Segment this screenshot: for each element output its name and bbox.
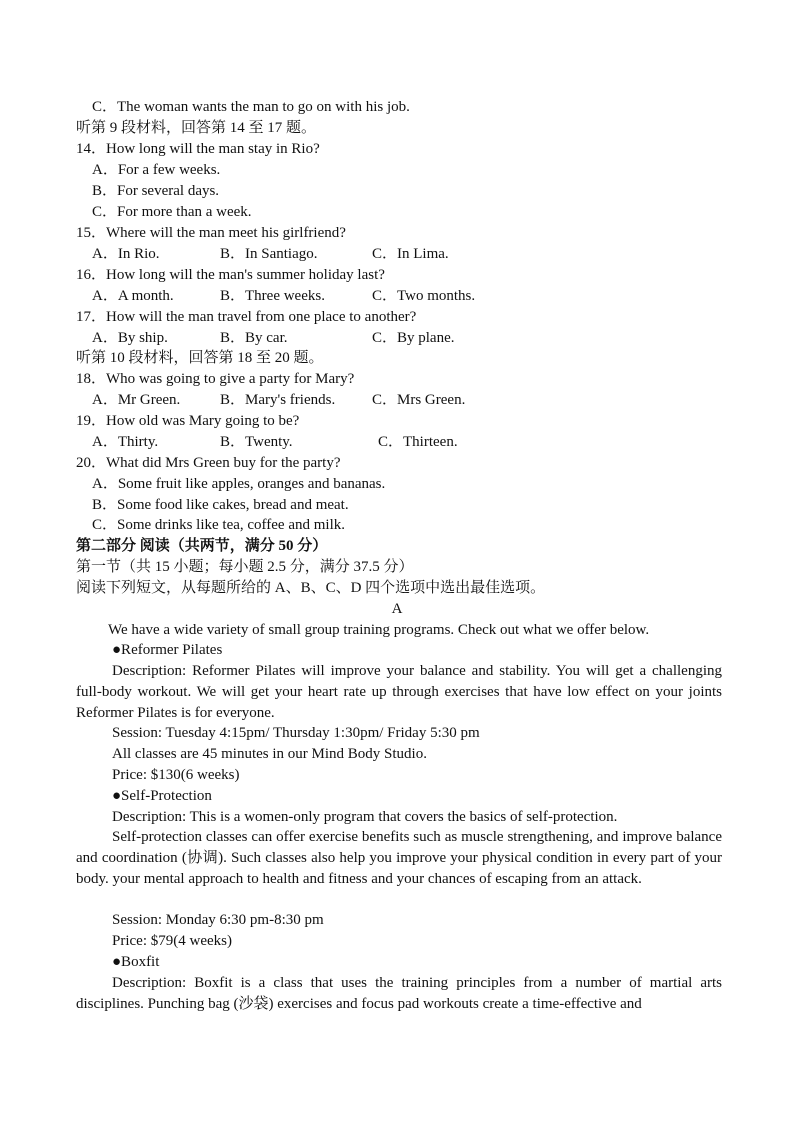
q17-option-b: B．By car. bbox=[220, 330, 288, 346]
q19-stem: 19．How old was Mary going to be? bbox=[76, 413, 300, 429]
q19-option-b: B．Twenty. bbox=[220, 434, 293, 450]
q14-option-a: A．For a few weeks. bbox=[92, 162, 221, 178]
q13-option-c: C．The woman wants the man to go on with his job. bbox=[92, 99, 410, 115]
program2-title: ●Self-Protection bbox=[112, 788, 212, 804]
program1-note: All classes are 45 minutes in our Mind Body Studio. bbox=[112, 746, 427, 762]
q15-options bbox=[92, 244, 449, 264]
passage-intro: We have a wide variety of small group training programs. Check out what we offer below. bbox=[108, 622, 650, 638]
q19-option-c: C．Thirteen. bbox=[378, 434, 458, 450]
q18-option-a: A．Mr Green. bbox=[92, 392, 181, 408]
q18-stem: 18．Who was going to give a party for Mary? bbox=[76, 371, 355, 387]
q17-option-c: C．By plane. bbox=[372, 330, 455, 346]
q16-options bbox=[92, 286, 475, 306]
program2-session: Session: Monday 6:30 pm-8:30 pm bbox=[112, 912, 324, 928]
passage-label: A bbox=[391, 601, 403, 617]
q16-option-a: A．A month. bbox=[92, 288, 174, 304]
reading-part-title: 第二部分 阅读（共两节，满分 50 分） bbox=[76, 538, 328, 554]
q17-stem: 17．How will the man travel from one place to another? bbox=[76, 309, 417, 325]
program1-price: Price: $130(6 weeks) bbox=[112, 767, 240, 783]
q16-stem: 16．How long will the man's summer holiday last? bbox=[76, 267, 385, 283]
q18-options bbox=[92, 390, 465, 410]
program1-session: Session: Tuesday 4:15pm/ Thursday 1:30pm/ Friday 5:30 pm bbox=[112, 725, 480, 741]
program2-benefits: Self-protection classes can offer exercise benefits such as muscle strengthening, and improve balance and coordination (协调). Such classes also help you improve your physical condition in every part of your body. your mental approach to health and fitness and your chances of escaping from an attack. bbox=[76, 829, 722, 887]
q14-stem: 14．How long will the man stay in Rio? bbox=[76, 141, 320, 157]
section9-intro: 听第 9 段材料，回答第 14 至 17 题。 bbox=[76, 120, 317, 136]
q20-option-c: C．Some drinks like tea, coffee and milk. bbox=[92, 517, 346, 533]
q18-option-c: C．Mrs Green. bbox=[372, 392, 466, 408]
program3-title: ●Boxfit bbox=[112, 954, 160, 970]
q17-options bbox=[92, 328, 455, 348]
program2-price: Price: $79(4 weeks) bbox=[112, 933, 232, 949]
program1-title: ●Reformer Pilates bbox=[112, 642, 223, 658]
reading-section1: 第一节（共 15 小题；每小题 2.5 分，满分 37.5 分） bbox=[76, 559, 414, 575]
q16-option-b: B．Three weeks. bbox=[220, 288, 325, 304]
q20-option-a: A．Some fruit like apples, oranges and bananas. bbox=[92, 476, 386, 492]
q16-option-c: C．Two months. bbox=[372, 288, 476, 304]
q14-option-b: B．For several days. bbox=[92, 183, 220, 199]
program2-description: Description: This is a women-only program that covers the basics of self-protection. bbox=[112, 809, 618, 825]
q19-option-a: A．Thirty. bbox=[92, 434, 159, 450]
program3-description: Description: Boxfit is a class that uses the training principles from a number of martial arts disciplines. Punching bag (沙袋) exercises and focus pad workouts create a time-effective and bbox=[76, 975, 722, 1012]
q20-option-b: B．Some food like cakes, bread and meat. bbox=[92, 497, 349, 513]
reading-instructions: 阅读下列短文，从每题所给的 A、B、C、D 四个选项中选出最佳选项。 bbox=[76, 580, 546, 596]
q20-stem: 20．What did Mrs Green buy for the party? bbox=[76, 455, 341, 471]
q15-option-b: B．In Santiago. bbox=[220, 246, 318, 262]
q17-option-a: A．By ship. bbox=[92, 330, 168, 346]
q15-stem: 15．Where will the man meet his girlfriend? bbox=[76, 225, 346, 241]
section10-intro: 听第 10 段材料，回答第 18 至 20 题。 bbox=[76, 350, 324, 366]
q15-option-c: C．In Lima. bbox=[372, 246, 449, 262]
q18-option-b: B．Mary's friends. bbox=[220, 392, 336, 408]
q19-options bbox=[92, 432, 458, 452]
program1-description: Description: Reformer Pilates will improve your balance and stability. You will get a challenging full-body workout. We will get your heart rate up through exercises that have low effect on your joints Reformer Pilates is for everyone. bbox=[76, 663, 722, 721]
q14-option-c: C．For more than a week. bbox=[92, 204, 252, 220]
q15-option-a: A．In Rio. bbox=[92, 246, 160, 262]
